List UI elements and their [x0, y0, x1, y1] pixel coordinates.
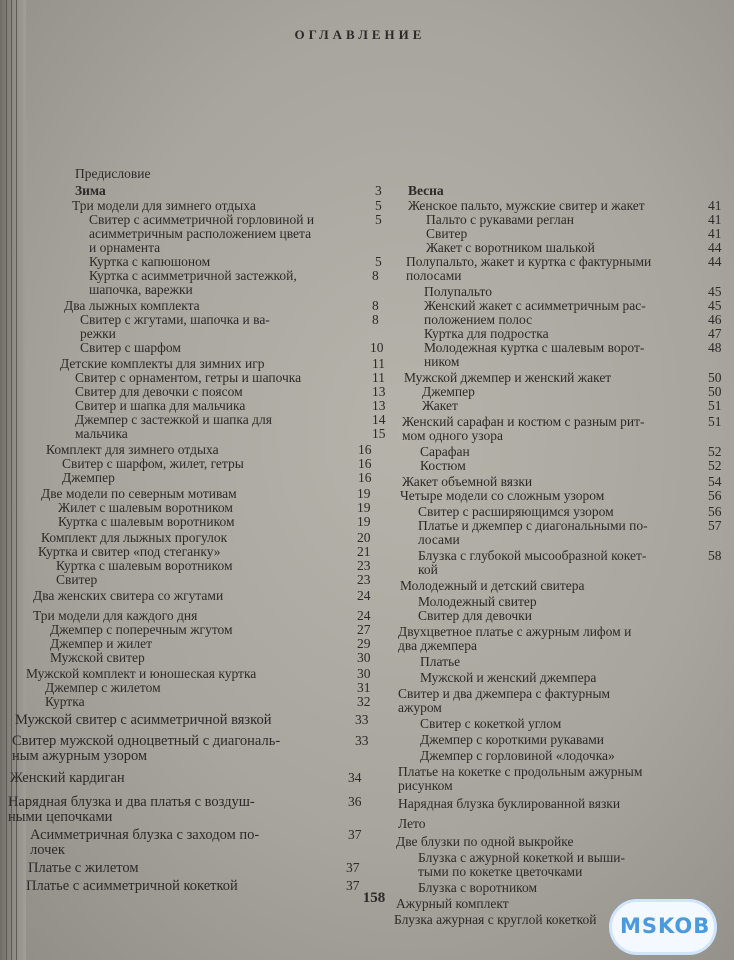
toc-entry — [406, 268, 462, 283]
toc-entry-page: 27 — [357, 622, 371, 637]
toc-entry — [80, 326, 116, 341]
toc-entry — [398, 686, 610, 701]
toc-entry — [89, 268, 379, 283]
toc-entry-title: Блузка с ажурной кокеткой и выши- — [418, 850, 625, 865]
toc-entry — [89, 282, 193, 297]
toc-entry-title: Асимметричная блузка с заходом по- — [30, 827, 260, 843]
toc-entry — [422, 398, 722, 413]
toc-entry-page: 8 — [372, 312, 379, 327]
toc-entry-title: Молодежный и детский свитера — [400, 578, 585, 593]
toc-entry — [89, 254, 382, 269]
toc-entry-page: 50 — [708, 370, 722, 385]
toc-entry-title: Предисловие — [75, 166, 151, 181]
toc-entry-page: 51 — [708, 414, 722, 429]
toc-entry — [50, 650, 371, 665]
toc-entry — [418, 850, 625, 865]
toc-entry-title: Свитер — [56, 572, 98, 587]
toc-entry — [89, 212, 382, 227]
toc-entry-title: лочек — [30, 842, 65, 858]
toc-entry-title: Джемпер — [62, 470, 115, 485]
toc-entry — [89, 240, 160, 255]
toc-entry — [62, 456, 372, 471]
toc-entry-title: Мужской свитер — [50, 650, 145, 665]
toc-entry-title: Три модели для зимнего отдыха — [72, 198, 256, 213]
toc-entry — [420, 716, 561, 731]
toc-entry-title: Зима — [75, 183, 106, 198]
toc-entry-title: ным ажурным узором — [12, 748, 148, 764]
toc-entry-title: тыми по кокетке цветочками — [418, 864, 583, 879]
toc-entry — [424, 340, 722, 355]
logo-text: MSKOB — [620, 914, 711, 938]
toc-entry — [45, 694, 371, 709]
toc-entry — [398, 778, 453, 793]
toc-entry-title: Свитер с шарфом, жилет, гетры — [62, 456, 244, 471]
toc-entry-title: Платье и джемпер с диагональными по- — [418, 518, 648, 533]
toc-entry-title: Детские комплекты для зимних игр — [60, 356, 265, 371]
toc-entry-page: 54 — [708, 474, 722, 489]
toc-entry — [58, 500, 371, 515]
toc-entry-title: Свитер с шарфом — [80, 340, 181, 355]
toc-entry-page: 32 — [357, 694, 371, 709]
toc-entry-title: Полупальто, жакет и куртка с фактурными — [406, 254, 652, 269]
toc-entry — [396, 834, 573, 849]
toc-entry-title: Комплект для лыжных прогулок — [41, 530, 228, 545]
toc-entry — [30, 842, 65, 858]
toc-entry — [398, 638, 477, 653]
toc-entry — [58, 514, 371, 529]
toc-entry-title: лосами — [418, 532, 460, 547]
toc-entry-title: Куртка для подростка — [424, 326, 549, 341]
toc-entry-title: Молодежная куртка с шалевым ворот- — [424, 340, 645, 355]
toc-entry-page: 46 — [708, 312, 722, 327]
toc-entry — [89, 226, 311, 241]
toc-entry-title: Два лыжных комплекта — [64, 298, 200, 313]
toc-entry-page: 44 — [708, 240, 722, 255]
toc-entry-page: 23 — [357, 572, 371, 587]
toc-entry-title: Джемпер и жилет — [50, 636, 153, 651]
toc-entry — [75, 166, 150, 181]
toc-entry — [75, 183, 382, 198]
toc-entry-page: 16 — [358, 456, 372, 471]
toc-entry — [56, 558, 371, 573]
toc-entry-page: 10 — [370, 340, 384, 355]
toc-entry-title: Свитер с асимметричной горловиной и — [89, 212, 315, 227]
toc-entry-title: Джемпер с поперечным жгутом — [50, 622, 233, 637]
toc-entry-title: Комплект для зимнего отдыха — [46, 442, 219, 457]
toc-entry — [420, 748, 615, 763]
toc-entry — [398, 816, 426, 831]
toc-entry-title: Мужской свитер с асимметричной вязкой — [15, 712, 272, 728]
toc-entry-title: Свитер с кокеткой углом — [420, 716, 562, 731]
toc-entry-page: 5 — [375, 254, 382, 269]
toc-entry-title: Куртка с капюшоном — [89, 254, 211, 269]
toc-entry — [60, 356, 385, 371]
toc-entry-title: Две блузки по одной выкройке — [396, 834, 574, 849]
toc-entry-page: 23 — [357, 558, 371, 573]
toc-entry-page: 48 — [708, 340, 722, 355]
toc-entry-title: Свитер с расширяющимся узором — [418, 504, 614, 519]
toc-entry-page: 31 — [357, 680, 371, 695]
toc-entry-page: 37 — [346, 878, 360, 893]
toc-entry-title: Нарядная блузка и два платья с воздуш- — [8, 794, 255, 810]
toc-entry-title: Три модели для каждого дня — [33, 608, 198, 623]
toc-entry-title: Свитер для девочки с поясом — [75, 384, 243, 399]
toc-entry-title: Ажурный комплект — [396, 896, 509, 911]
toc-entry — [75, 412, 386, 427]
toc-entry-title: ными цепочками — [8, 809, 113, 825]
toc-entry-title: Платье — [420, 654, 461, 669]
toc-entry-page: 11 — [372, 370, 385, 385]
toc-entry — [64, 298, 379, 313]
toc-entry — [75, 384, 386, 399]
toc-entry — [424, 284, 722, 299]
toc-entry-page: 41 — [708, 212, 722, 227]
toc-entry-title: Жакет с воротником шалькой — [426, 240, 595, 255]
toc-entry-title: два джемпера — [398, 638, 477, 653]
toc-entry — [75, 398, 386, 413]
toc-entry-title: Свитер с орнаментом, гетры и шапочка — [75, 370, 302, 385]
toc-entry-page: 5 — [375, 212, 382, 227]
toc-entry — [10, 770, 362, 786]
toc-entry-page: 19 — [357, 500, 371, 515]
toc-entry — [33, 608, 371, 623]
toc-entry-title: Свитер с жгутами, шапочка и ва- — [80, 312, 270, 327]
toc-entry — [420, 444, 722, 459]
toc-entry — [8, 794, 362, 810]
toc-entry-page: 37 — [346, 860, 360, 875]
toc-entry-page: 36 — [348, 794, 362, 809]
toc-entry-title: ажуром — [398, 700, 442, 715]
page-number: 158 — [362, 890, 386, 906]
toc-entry-title: Джемпер с горловиной «лодочка» — [420, 748, 615, 763]
toc-entry-page: 45 — [708, 298, 722, 313]
toc-entry-page: 19 — [357, 486, 371, 501]
toc-entry — [420, 670, 596, 685]
toc-entry-page: 21 — [357, 544, 371, 559]
toc-entry-title: Женский сарафан и костюм с разным рит- — [402, 414, 645, 429]
toc-entry-page: 56 — [708, 488, 722, 503]
toc-entry — [50, 636, 371, 651]
toc-entry — [400, 488, 722, 503]
toc-entry-page: 5 — [375, 198, 382, 213]
toc-entry — [402, 414, 722, 429]
toc-entry-page: 3 — [375, 183, 382, 198]
toc-entry-page: 51 — [708, 398, 722, 413]
toc-entry — [72, 198, 382, 213]
toc-entry-title: Джемпер с жилетом — [45, 680, 161, 695]
toc-entry-title: положением полос — [424, 312, 533, 327]
toc-entry — [418, 504, 722, 519]
toc-entry — [418, 864, 582, 879]
toc-entry-title: шапочка, варежки — [89, 282, 193, 297]
toc-entry-page: 24 — [357, 588, 371, 603]
toc-entry — [426, 240, 722, 255]
toc-entry-title: Блузка с воротником — [418, 880, 538, 895]
toc-entry-title: ником — [424, 354, 460, 369]
toc-entry-page: 37 — [348, 827, 362, 842]
toc-entry-title: Куртка — [45, 694, 85, 709]
toc-entry-title: Свитер и шапка для мальчика — [75, 398, 246, 413]
toc-entry — [420, 458, 722, 473]
toc-entry-page: 8 — [372, 298, 379, 313]
toc-entry-title: асимметричным расположением цвета — [89, 226, 312, 241]
toc-entry-title: Куртка с шалевым воротником — [58, 514, 235, 529]
toc-entry — [418, 518, 722, 533]
toc-entry-title: Куртка с асимметричной застежкой, — [89, 268, 297, 283]
toc-entry-page: 24 — [357, 608, 371, 623]
toc-entry — [402, 474, 722, 489]
toc-entry-title: Мужской комплект и юношеская куртка — [26, 666, 257, 681]
toc-entry — [400, 578, 585, 593]
toc-entry-title: Свитер мужской одноцветный с диагональ- — [12, 733, 281, 749]
toc-entry-page: 16 — [358, 470, 372, 485]
toc-entry — [80, 340, 384, 355]
toc-entry — [426, 212, 722, 227]
toc-entry-page: 33 — [355, 712, 369, 727]
toc-entry-page: 16 — [358, 442, 372, 457]
toc-entry — [418, 532, 460, 547]
toc-entry-title: Мужской джемпер и женский жакет — [404, 370, 612, 385]
toc-entry — [12, 748, 147, 764]
toc-entry-page: 50 — [708, 384, 722, 399]
toc-entry-page: 14 — [372, 412, 386, 427]
toc-entry — [41, 486, 371, 501]
toc-entry-page: 52 — [708, 444, 722, 459]
toc-entry-title: Женский жакет с асимметричным рас- — [424, 298, 646, 313]
toc-entry-title: Платье на кокетке с продольным ажурным — [398, 764, 643, 779]
toc-entry — [50, 622, 371, 637]
toc-entry-title: Свитер — [426, 226, 468, 241]
toc-entry — [12, 733, 369, 749]
toc-entry — [398, 764, 642, 779]
toc-entry — [406, 254, 722, 269]
toc-entry-title: Платье с жилетом — [28, 860, 139, 876]
toc-entry-title: Нарядная блузка буклированной вязки — [398, 796, 621, 811]
toc-entry-title: Жилет с шалевым воротником — [58, 500, 233, 515]
toc-entry-title: Блузка с глубокой мысообразной кокет- — [418, 548, 647, 563]
toc-entry — [418, 594, 537, 609]
toc-entry — [422, 384, 722, 399]
toc-entry-page: 57 — [708, 518, 722, 533]
toc-entry-page: 13 — [372, 398, 386, 413]
toc-entry-title: Жакет объемной вязки — [402, 474, 533, 489]
toc-entry-title: Весна — [408, 183, 444, 198]
toc-entry-page: 13 — [372, 384, 386, 399]
toc-entry — [408, 198, 722, 213]
toc-entry-page: 58 — [708, 548, 722, 563]
toc-entry-title: Куртка с шалевым воротником — [56, 558, 233, 573]
toc-entry — [418, 608, 532, 623]
toc-entry-title: кой — [418, 562, 438, 577]
toc-entry-page: 30 — [357, 650, 371, 665]
toc-entry — [394, 912, 597, 927]
toc-entry — [62, 470, 372, 485]
toc-entry-title: и орнамента — [89, 240, 161, 255]
toc-entry-page: 29 — [357, 636, 371, 651]
toc-entry-page: 44 — [708, 254, 722, 269]
toc-entry-page: 11 — [372, 356, 385, 371]
toc-entry — [426, 226, 722, 241]
toc-entry-title: Костюм — [420, 458, 466, 473]
toc-entry-page: 8 — [372, 268, 379, 283]
page-edge-line — [6, 0, 7, 960]
toc-entry-title: Свитер для девочки — [418, 608, 532, 623]
toc-entry-title: Блузка ажурная с круглой кокеткой — [394, 912, 597, 927]
toc-entry-page: 30 — [357, 666, 371, 681]
toc-entry-page: 33 — [355, 733, 369, 748]
toc-entry-title: Два женских свитера со жгутами — [33, 588, 224, 603]
toc-entry — [45, 680, 371, 695]
toc-entry-page: 20 — [357, 530, 371, 545]
toc-entry — [26, 666, 371, 681]
toc-entry — [75, 426, 386, 441]
toc-entry-title: Джемпер с короткими рукавами — [420, 732, 604, 747]
toc-entry-title: Четыре модели со сложным узором — [400, 488, 605, 503]
toc-entry — [424, 354, 459, 369]
toc-entry-title: Молодежный свитер — [418, 594, 537, 609]
toc-entry — [424, 326, 722, 341]
toc-entry — [398, 796, 620, 811]
toc-entry-title: Джемпер — [422, 384, 475, 399]
toc-entry — [408, 183, 444, 198]
toc-entry-page: 52 — [708, 458, 722, 473]
toc-entry-title: Куртка и свитер «под стеганку» — [38, 544, 221, 559]
toc-entry-title: Мужской и женский джемпера — [420, 670, 597, 685]
toc-entry-page: 41 — [708, 198, 722, 213]
toc-entry-title: Женское пальто, мужские свитер и жакет — [408, 198, 645, 213]
toc-entry — [15, 712, 369, 728]
toc-entry-title: Платье с асимметричной кокеткой — [26, 878, 238, 894]
toc-entry-title: режки — [80, 326, 116, 341]
toc-entry — [404, 370, 722, 385]
toc-entry — [398, 700, 442, 715]
toc-entry-title: Полупальто — [424, 284, 492, 299]
toc-entry-page: 15 — [372, 426, 386, 441]
toc-entry — [75, 370, 385, 385]
toc-entry-page: 19 — [357, 514, 371, 529]
toc-entry-title: полосами — [406, 268, 462, 283]
page-title: ОГЛАВЛЕНИЕ — [294, 27, 426, 42]
toc-entry-title: мальчика — [75, 426, 128, 441]
toc-entry-page: 34 — [348, 770, 362, 785]
toc-entry-page: 41 — [708, 226, 722, 241]
toc-entry-title: Лето — [398, 816, 426, 831]
toc-entry-title: Пальто с рукавами реглан — [426, 212, 574, 227]
toc-entry — [28, 860, 360, 876]
toc-entry-title: Жакет — [422, 398, 458, 413]
toc-entry — [402, 428, 503, 443]
toc-entry — [38, 544, 371, 559]
toc-entry — [418, 562, 438, 577]
toc-entry — [41, 530, 371, 545]
toc-entry — [420, 654, 460, 669]
toc-entry-title: Джемпер с застежкой и шапка для — [75, 412, 272, 427]
toc-entry — [33, 588, 371, 603]
toc-entry-page: 56 — [708, 504, 722, 519]
watermark-logo — [612, 902, 714, 952]
toc-entry — [398, 624, 631, 639]
toc-entry — [424, 312, 722, 327]
toc-entry-page: 45 — [708, 284, 722, 299]
toc-entry — [424, 298, 722, 313]
toc-entry-title: Двухцветное платье с ажурным лифом и — [398, 624, 632, 639]
toc-entry-title: Женский кардиган — [10, 770, 125, 786]
toc-entry-title: Сарафан — [420, 444, 470, 459]
toc-entry — [420, 732, 604, 747]
toc-entry — [80, 312, 379, 327]
toc-entry-title: рисунком — [398, 778, 453, 793]
toc-entry — [56, 572, 371, 587]
toc-entry — [30, 827, 362, 843]
toc-entry — [418, 548, 722, 563]
toc-entry-title: мом одного узора — [402, 428, 503, 443]
toc-entry-title: Две модели по северным мотивам — [41, 486, 237, 501]
toc-entry — [46, 442, 372, 457]
toc-entry-page: 47 — [708, 326, 722, 341]
toc-entry-title: Свитер и два джемпера с фактурным — [398, 686, 611, 701]
toc-entry — [8, 809, 112, 825]
